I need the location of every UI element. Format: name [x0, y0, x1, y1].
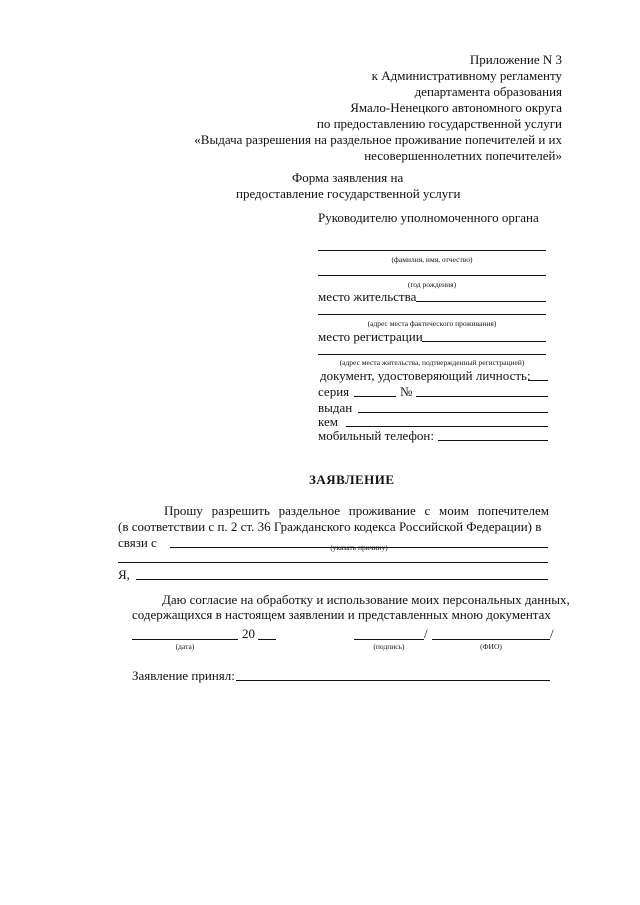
appendix-line-region: Ямало-Ненецкого автономного округа [350, 100, 562, 115]
statement-title: ЗАЯВЛЕНИЕ [309, 472, 395, 487]
form-title-line-1: Форма заявления на [292, 170, 404, 185]
appendix-line-service-name-1: «Выдача разрешения на раздельное проживание попечителей и их [194, 132, 562, 147]
caption-date: (дата) [175, 642, 195, 651]
registration-line-1[interactable] [422, 341, 546, 342]
issued-by-line[interactable] [346, 426, 548, 427]
accepted-label: Заявление принял: [132, 668, 235, 683]
registration-label: место регистрации [318, 329, 423, 344]
phone-label: мобильный телефон: [318, 428, 434, 443]
statement-para-line-2: (в соответствии с п. 2 ст. 36 Гражданского кодекса Российской Федерации) в [118, 519, 542, 534]
appendix-number: Приложение N 3 [469, 52, 562, 67]
caption-registration: (адрес места жительства, подтвержденный регистрацией) [339, 358, 525, 367]
slash-1: / [424, 626, 428, 641]
consent-line-2: содержащихся в настоящем заявлении и представленных мною документах [132, 607, 551, 622]
caption-residence: (адрес места фактического проживания) [367, 319, 497, 328]
statement-para-line-3: связи с [118, 535, 157, 550]
series-label: серия [318, 384, 350, 399]
addressee-title: Руководителю уполномоченного органа [318, 210, 539, 225]
consent-line-1: Даю согласие на обработку и использование моих персональных данных, [162, 592, 570, 607]
id-document-label: документ, удостоверяющий личность: [320, 368, 531, 383]
phone-line[interactable] [438, 440, 548, 441]
caption-birth-year: (год рождения) [407, 280, 457, 289]
accepted-line[interactable] [236, 680, 550, 681]
residence-line-1[interactable] [416, 301, 546, 302]
fio-line[interactable] [318, 250, 546, 251]
signature-line[interactable] [354, 639, 424, 640]
id-document-line[interactable] [528, 380, 548, 381]
issued-line[interactable] [358, 412, 548, 413]
slash-2: / [550, 626, 554, 641]
applicant-name-line[interactable] [136, 579, 548, 580]
registration-line-2[interactable] [318, 354, 546, 355]
caption-fio-signature: (ФИО) [480, 642, 502, 651]
reason-line-2[interactable] [118, 562, 548, 563]
date-line[interactable] [132, 639, 238, 640]
appendix-line-service: по предоставлению государственной услуги [316, 116, 562, 131]
residence-line-2[interactable] [318, 314, 546, 315]
form-title-line-2: предоставление государственной услуги [236, 186, 461, 201]
series-line[interactable] [354, 396, 396, 397]
caption-reason: (указать причину) [330, 543, 388, 552]
number-line[interactable] [416, 396, 548, 397]
appendix-line-regulation: к Административному регламенту [371, 68, 562, 83]
issued-by-label: кем [318, 414, 338, 429]
appendix-line-service-name-2: несовершеннолетних попечителей» [364, 148, 562, 163]
i-label: Я, [118, 567, 130, 582]
statement-para-line-1: Прошу разрешить раздельное проживание с моим попечителем [164, 503, 549, 518]
year-line[interactable] [258, 639, 276, 640]
caption-fio: (фамилия, имя, отчество) [391, 255, 473, 264]
residence-label: место жительства [318, 289, 417, 304]
number-label: № [400, 384, 413, 399]
issued-label: выдан [318, 400, 353, 415]
birth-year-line[interactable] [318, 275, 546, 276]
caption-signature: (подпись) [373, 642, 405, 651]
fio-signature-line[interactable] [432, 639, 550, 640]
year-prefix: 20 [242, 626, 255, 641]
appendix-line-department: департамента образования [414, 84, 562, 99]
